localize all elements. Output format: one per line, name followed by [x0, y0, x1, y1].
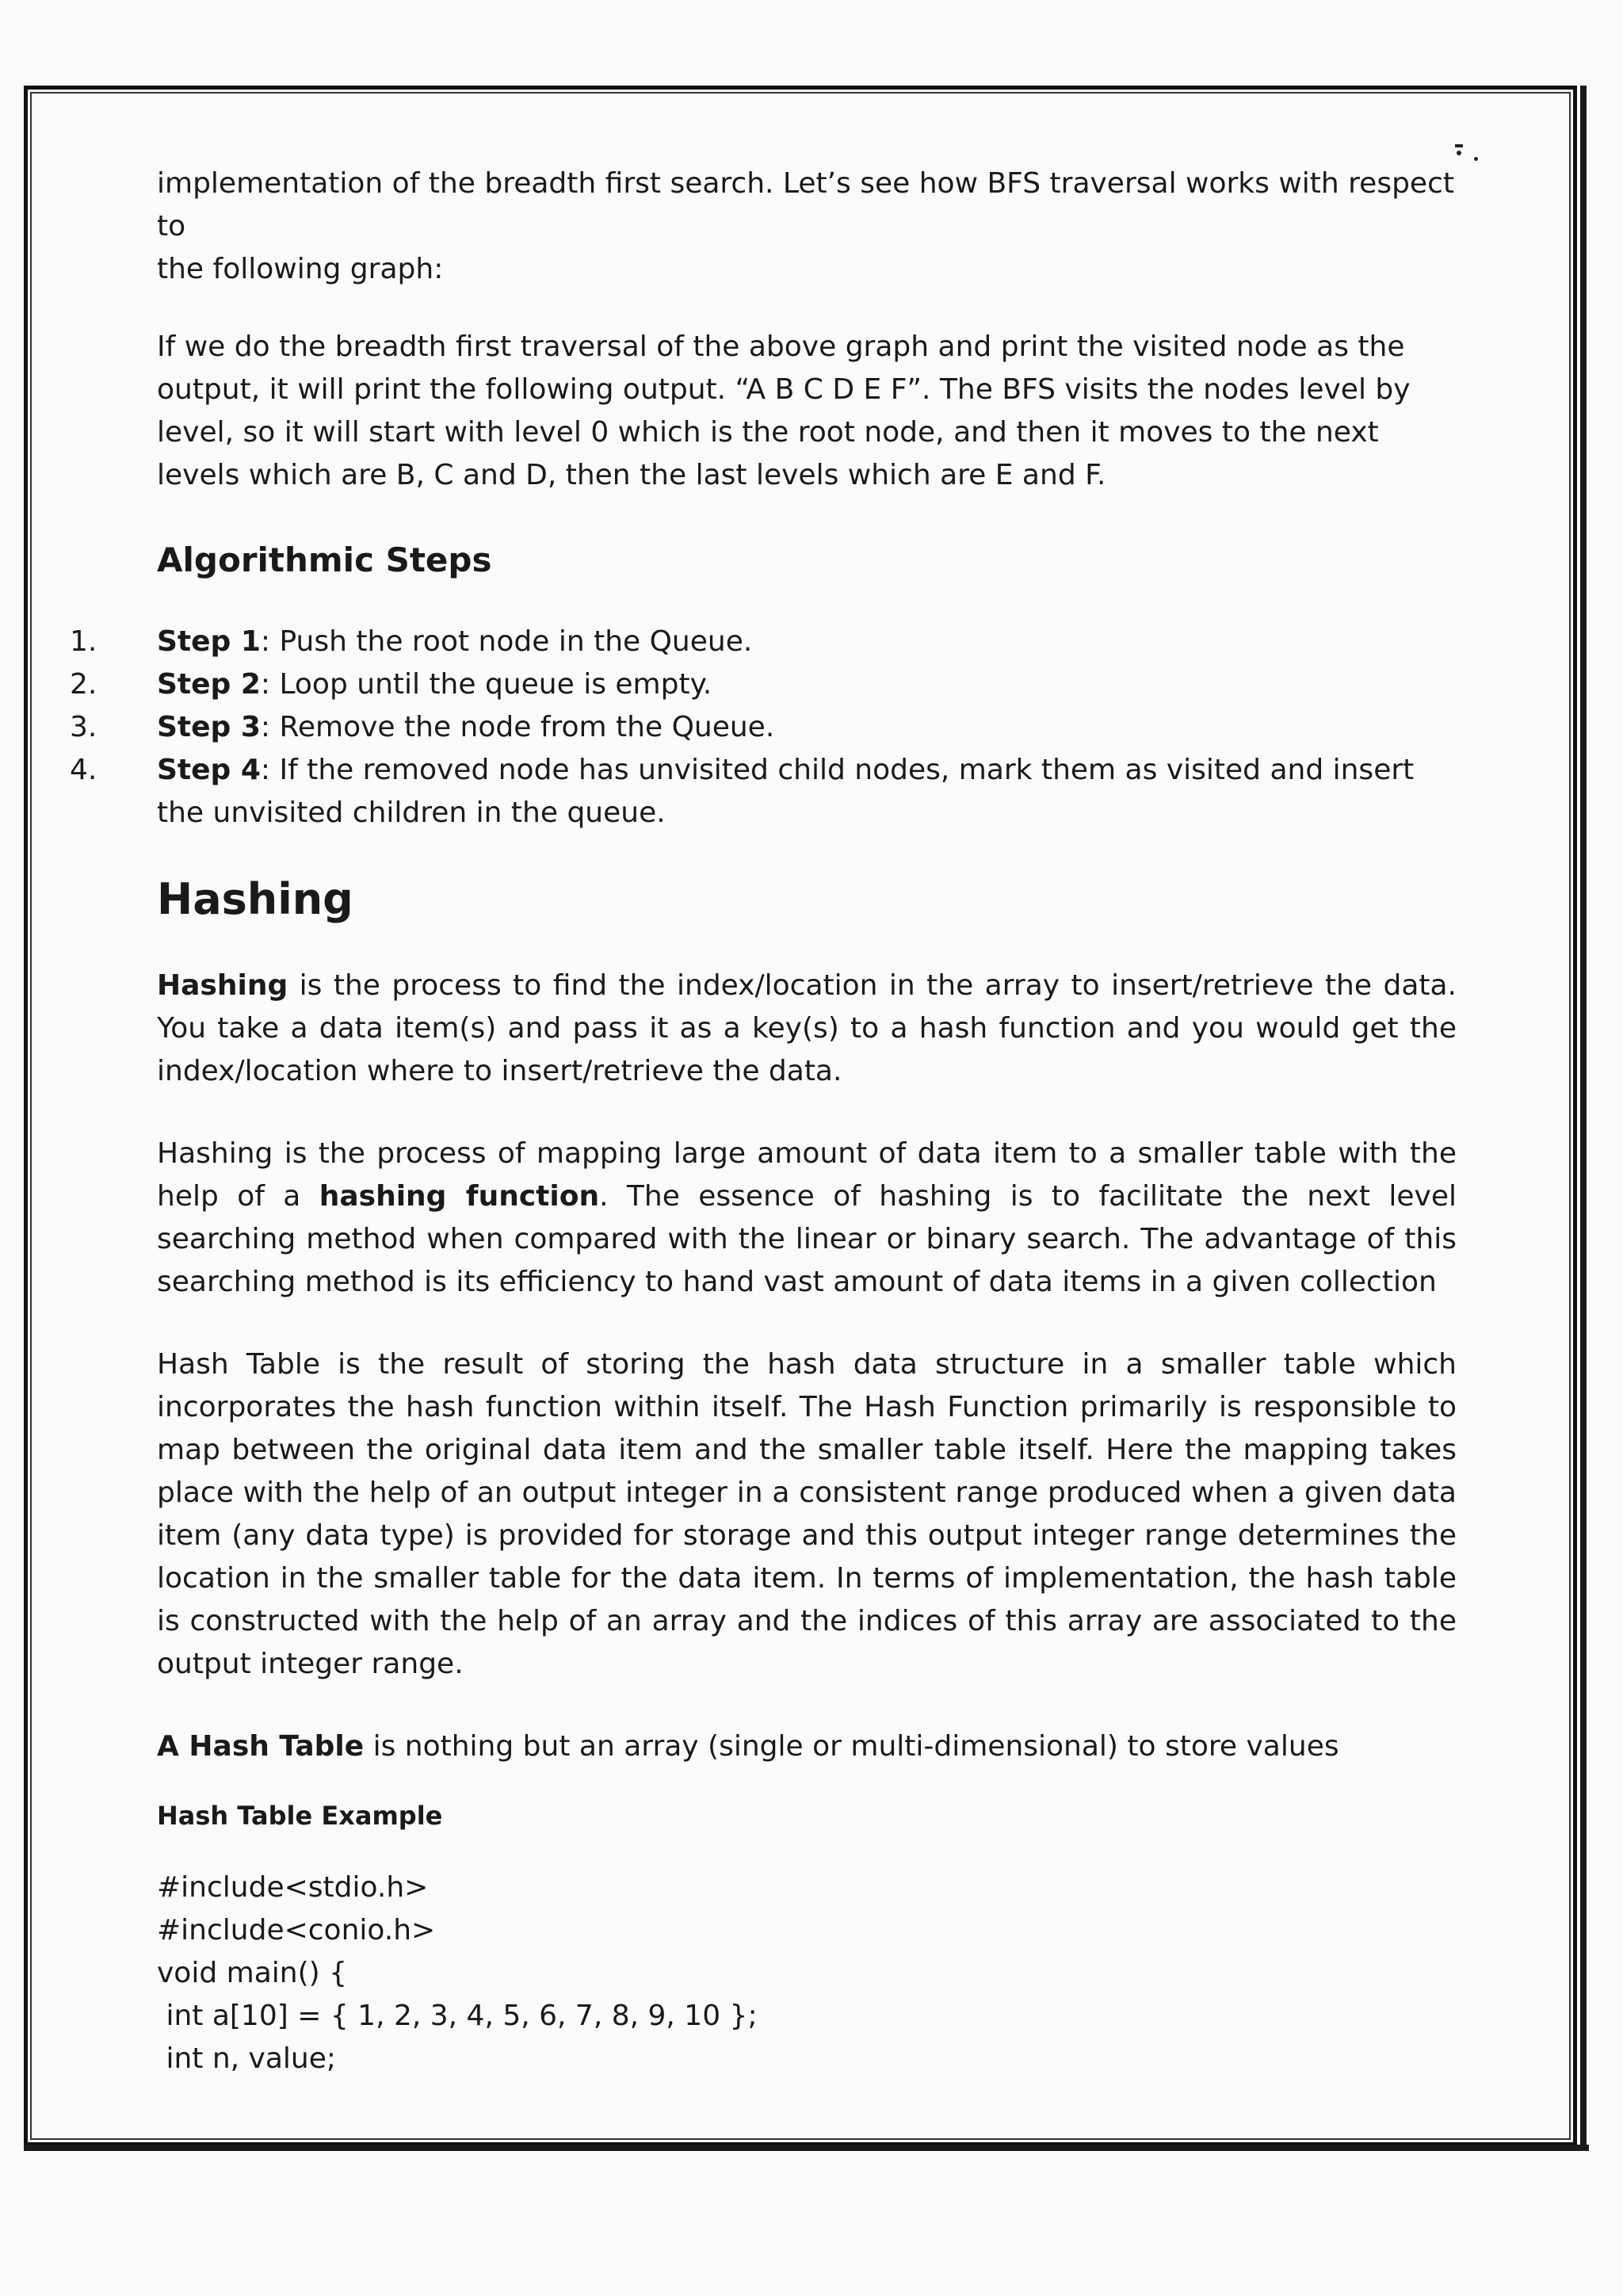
page-border-right: [1580, 86, 1587, 2150]
hash-table-term: A Hash Table: [157, 1730, 365, 1763]
code-line: #include<conio.h>: [157, 1914, 436, 1946]
hashing-process-start: Hashing is the process of mapping large amount of data item to a smaller table with the help of a: [157, 1137, 1457, 1213]
list-item: [70, 706, 1457, 749]
intro-line-2: the following graph:: [157, 253, 444, 285]
step-text: : Remove the node from the Queue.: [260, 711, 775, 743]
hash-table-paragraph: Hash Table is the result of storing the hash data structure in a smaller table which incorporates the hash function within itself. The Hash Function primarily is responsible to map between the original data item and the smaller table itself. Here the mapping takes place with the help of an output integer in a consistent range produced when a given data item (any data type) is provided for storage and this output integer range determines the location in the smaller table for the data item. In terms of implementation, the hash table is constructed with the help of an array and the indices of this array are associated to the output integer range.: [157, 1348, 1457, 1680]
code-line: #include<stdio.h>: [157, 1871, 429, 1904]
list-item: [70, 749, 1457, 835]
document-body: [70, 162, 1457, 2080]
step-label: Step 4: [157, 754, 261, 786]
step-label: Step 2: [157, 668, 261, 701]
hashing-term: Hashing: [157, 969, 288, 1002]
intro-paragraph: [157, 162, 1457, 291]
hashing-heading: Hashing: [157, 874, 353, 924]
hash-table-example-heading: Hash Table Example: [157, 1801, 443, 1831]
scan-speck: [1455, 144, 1463, 147]
step-text: : Loop until the queue is empty.: [260, 668, 712, 701]
algorithmic-steps-heading: Algorithmic Steps: [157, 541, 492, 579]
step-label: Step 3: [157, 711, 261, 743]
page-border-bottom: [24, 2145, 1589, 2151]
hashing-definition-text: is the process to find the index/location in the array to insert/retrieve the data. You take a data item(s) and pass it as a key(s) to a hash function and you would get the index/location where to insert/retrieve the data.: [157, 969, 1457, 1087]
step-number: 3.: [70, 711, 97, 743]
hashing-process-paragraph: [157, 1133, 1457, 1304]
code-block: [157, 1866, 1457, 2080]
step-text: : Push the root node in the Queue.: [260, 625, 753, 658]
algorithmic-steps-list: [70, 621, 1457, 835]
hashing-function-term: hashing function: [319, 1180, 600, 1213]
scan-speck: [1457, 151, 1461, 155]
hashing-definition-paragraph: [157, 965, 1457, 1093]
list-item: [70, 621, 1457, 663]
code-line: void main() {: [157, 1957, 348, 1989]
code-line: int n, value;: [157, 2042, 336, 2075]
hashing-process-rest: . The essence of hashing is to facilitate the next level searching method when compared with the linear or binary search. The advantage of this searching method is its efficiency to hand vast amount of data items in a given collection: [157, 1180, 1457, 1298]
hash-table-definition-paragraph: [157, 1725, 1457, 1768]
bfs-output-paragraph: If we do the breadth first traversal of the above graph and print the visited node as the output, it will print the following output. “A B C D E F”. The BFS visits the nodes level by level, so it will start with level 0 which is the root node, and then it moves to the next levels which are B, C and D, then the last levels which are E and F.: [157, 330, 1411, 491]
step-text: : If the removed node has unvisited child nodes, mark them as visited and insert the unvisited children in the queue.: [157, 754, 1415, 829]
code-line: int a[10] = { 1, 2, 3, 4, 5, 6, 7, 8, 9, 10 };: [157, 2000, 758, 2032]
intro-line-1: implementation of the breadth first search. Let’s see how BFS traversal works with respect to: [157, 167, 1454, 243]
step-number: 1.: [70, 625, 97, 658]
step-label: Step 1: [157, 625, 261, 658]
scan-speck: [1474, 157, 1478, 161]
list-item: [70, 663, 1457, 706]
step-number: 2.: [70, 668, 97, 701]
step-number: 4.: [70, 754, 97, 786]
hash-table-definition-text: is nothing but an array (single or multi-dimensional) to store values: [364, 1730, 1339, 1763]
